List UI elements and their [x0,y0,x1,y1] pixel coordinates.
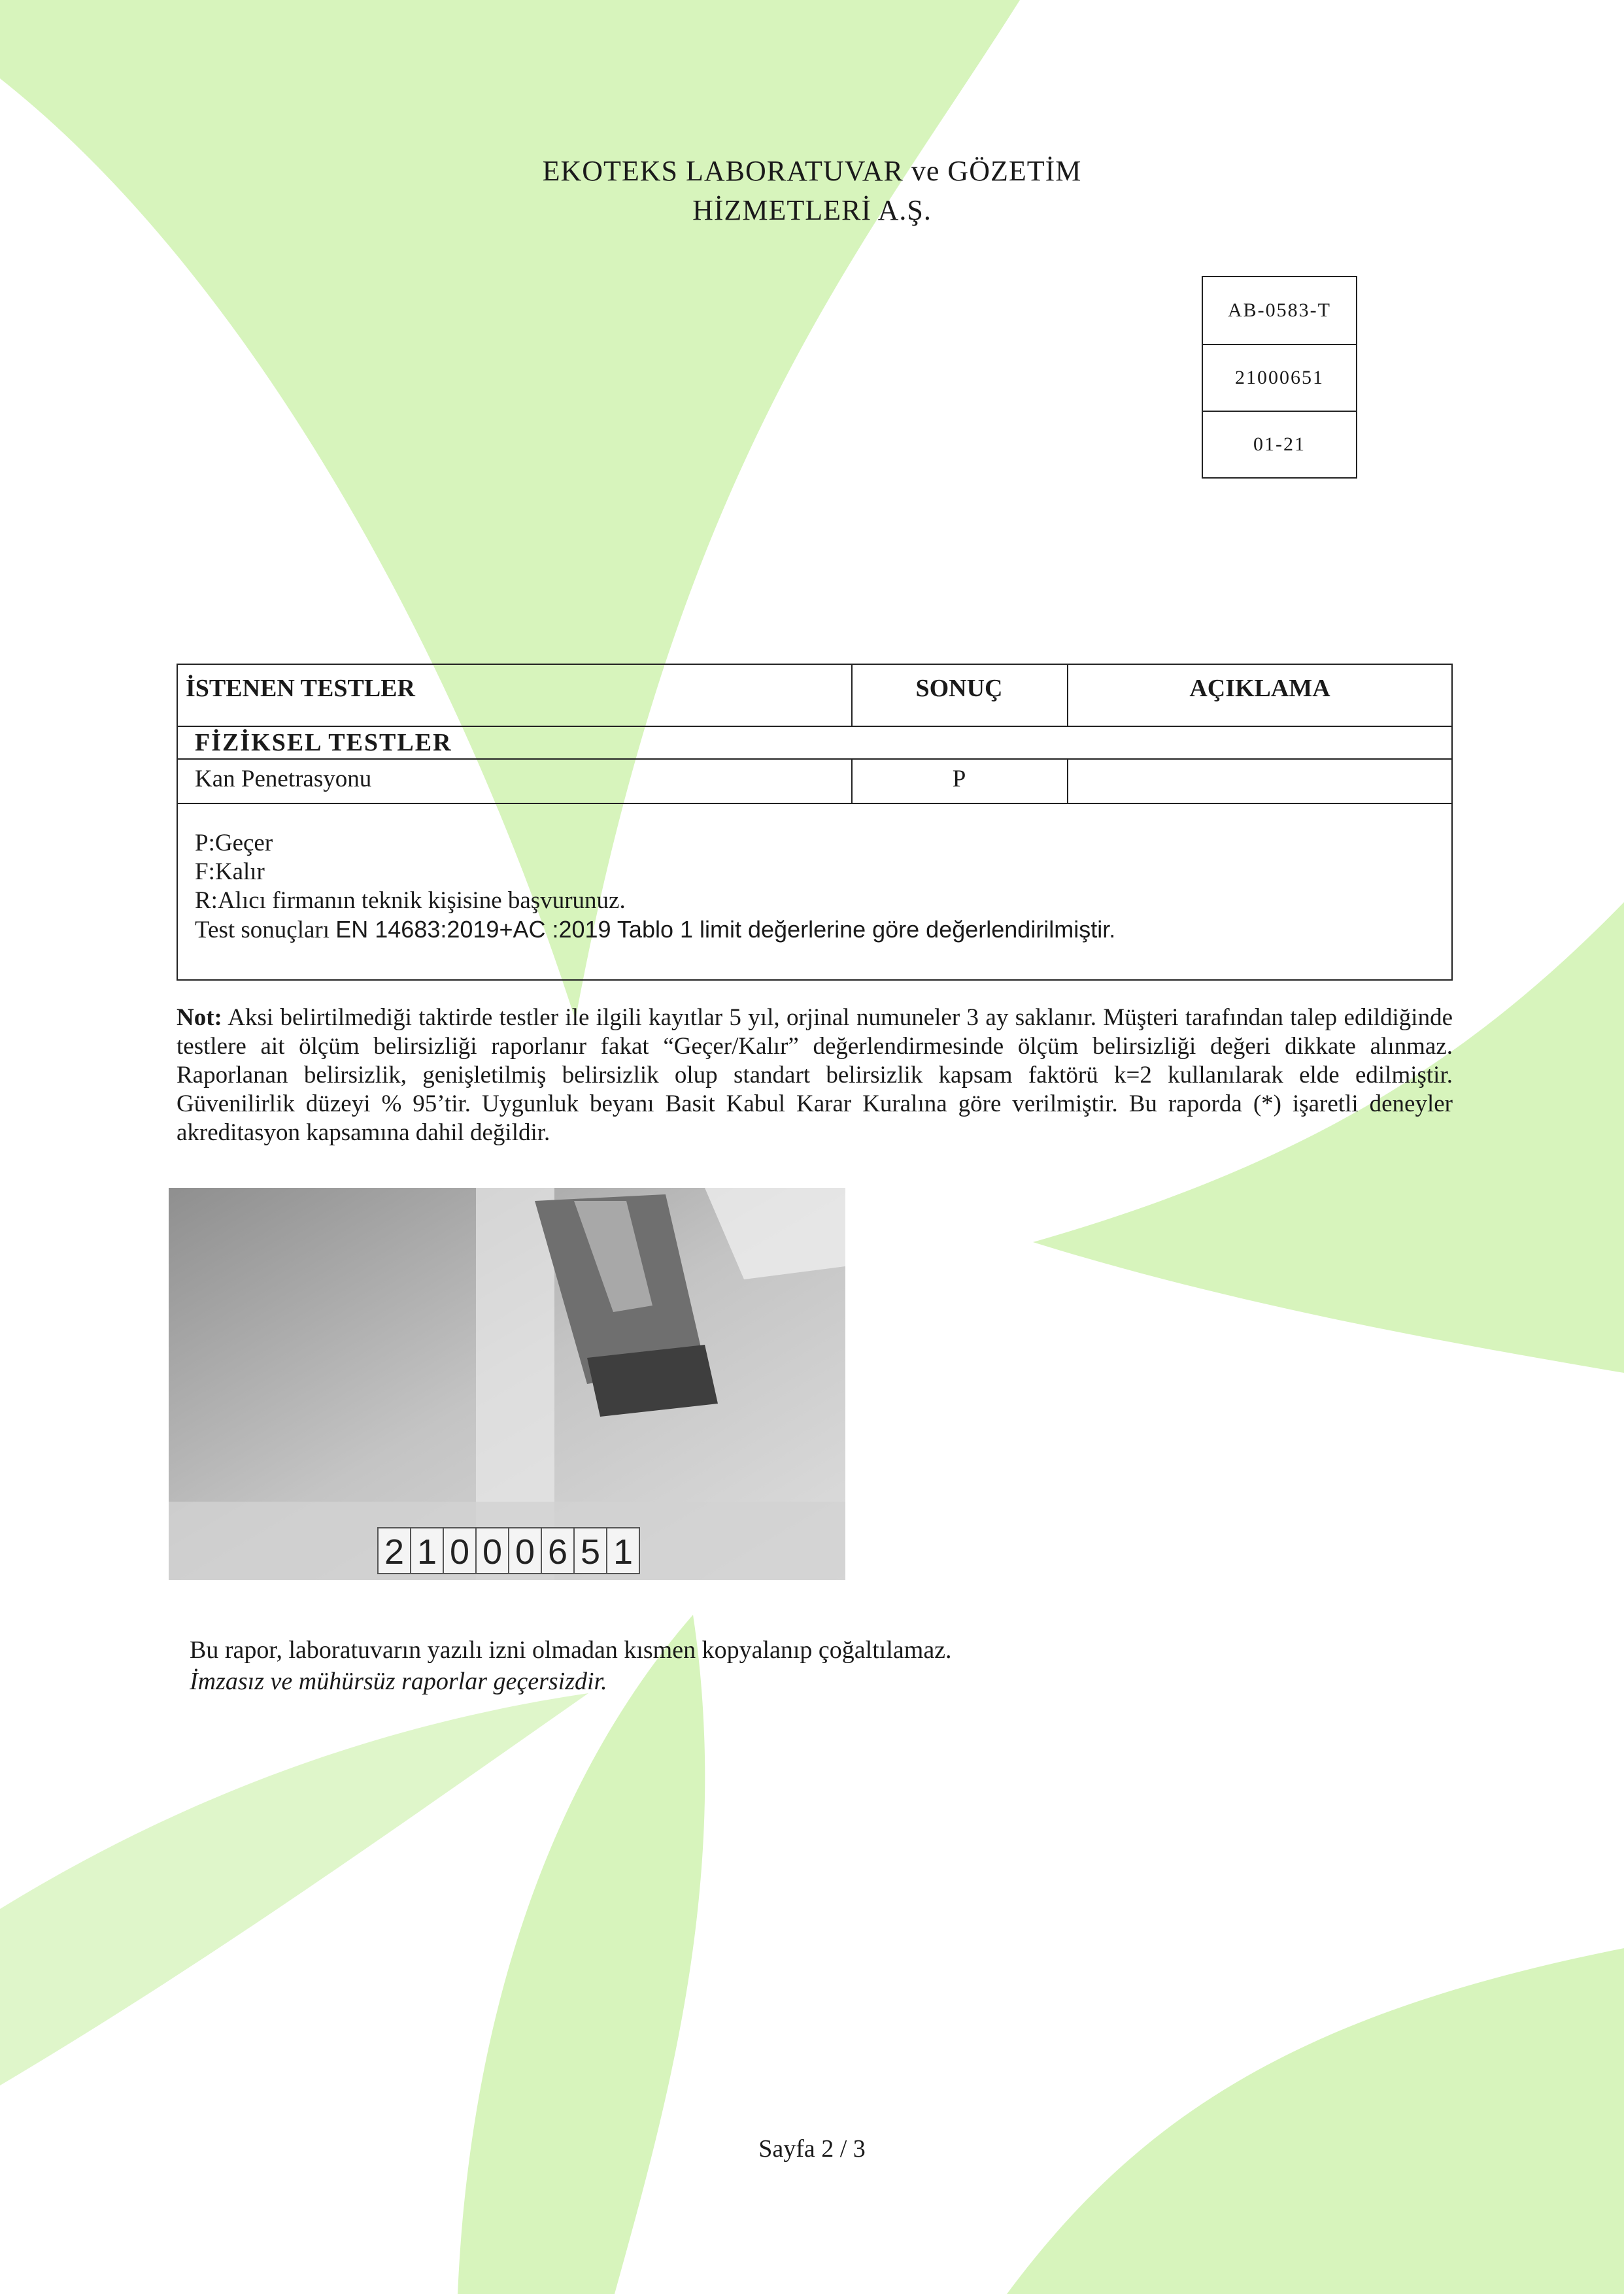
test-result: P [952,766,966,792]
report-number: 21000651 [1203,344,1356,411]
photo-label-digit: 6 [547,1532,568,1572]
results-legend [178,804,1451,979]
table-header-row [178,665,1451,727]
watermark-lower-right-leaf [1007,1948,1624,2294]
revision-code: 01-21 [1203,411,1356,477]
accreditation-code: AB-0583-T [1228,299,1331,321]
legend-evaluation [195,915,1451,945]
sample-photo [169,1188,845,1580]
results-table [177,664,1453,981]
legend-evaluation-standard: EN 14683:2019+AC :2019 Tablo 1 limit değerlerine göre değerlendirilmiştir. [335,916,1116,943]
photo-label-digit: 1 [416,1532,437,1572]
photo-label-digit: 0 [515,1532,535,1572]
header-explanation: AÇIKLAMA [1189,675,1330,702]
validity-notice: İmzasız ve mühürsüz raporlar geçersizdir. [190,1668,607,1695]
company-name [0,152,1624,230]
footer-notices [190,1634,952,1697]
retention-note [177,1004,1453,1147]
section-title-row [178,727,1451,760]
test-name: Kan Penetrasyonu [195,766,372,792]
copy-notice: Bu rapor, laboratuvarın yazılı izni olmadan kısmen kopyalanıp çoğaltılamaz. [190,1636,952,1664]
column-divider [1067,760,1068,803]
header-requested-tests: İSTENEN TESTLER [186,675,415,702]
table-row [178,760,1451,804]
legend-refer: R:Alıcı firmanın teknik kişisine başvurunuz. [195,887,626,914]
photo-label-digit: 0 [482,1532,503,1572]
photo-label-digit: 2 [384,1532,405,1572]
company-name-line-1: EKOTEKS LABORATUVAR ve GÖZETİM [542,155,1082,187]
legend-fail: F:Kalır [195,858,265,885]
note-label: Not: [177,1004,222,1031]
photo-sample-number-label [378,1528,639,1574]
report-id-box [1202,276,1357,479]
legend-evaluation-prefix: Test sonuçları [195,917,330,943]
section-title: FİZİKSEL TESTLER [195,729,452,756]
legend-pass: P:Geçer [195,830,273,856]
photo-label-digit: 0 [449,1532,470,1572]
note-text: Aksi belirtilmediği taktirde testler ile ilgili kayıtlar 5 yıl, orjinal numuneler 3 ay saklanır. Müşteri tarafından talep edildiğinde testlere ait ölçüm belirsizliği raporlanır fakat “Geçer/Kalır” değerlendirmesinde ölçüm belirsizliği değeri dikkate alınmaz. Raporlanan belirsizlik, genişletilmiş belirsizlik olup standart belirsizlik kapsam faktörü k=2 kullanılarak elde edilmiştir. Güvenilirlik düzeyi % 95’tir. Uygunluk beyanı Basit Kabul Karar Kuralına göre verilmiştir. Bu raporda (*) işaretli deneyler akreditasyon kapsamına dahil değildir. [177,1004,1453,1146]
photo-label-digit: 5 [580,1532,601,1572]
company-name-line-2: HİZMETLERİ A.Ş. [692,194,932,226]
photo-label-digit: 1 [613,1532,634,1572]
page-number: Sayfa 2 / 3 [758,2135,866,2163]
header-result: SONUÇ [915,675,1003,702]
